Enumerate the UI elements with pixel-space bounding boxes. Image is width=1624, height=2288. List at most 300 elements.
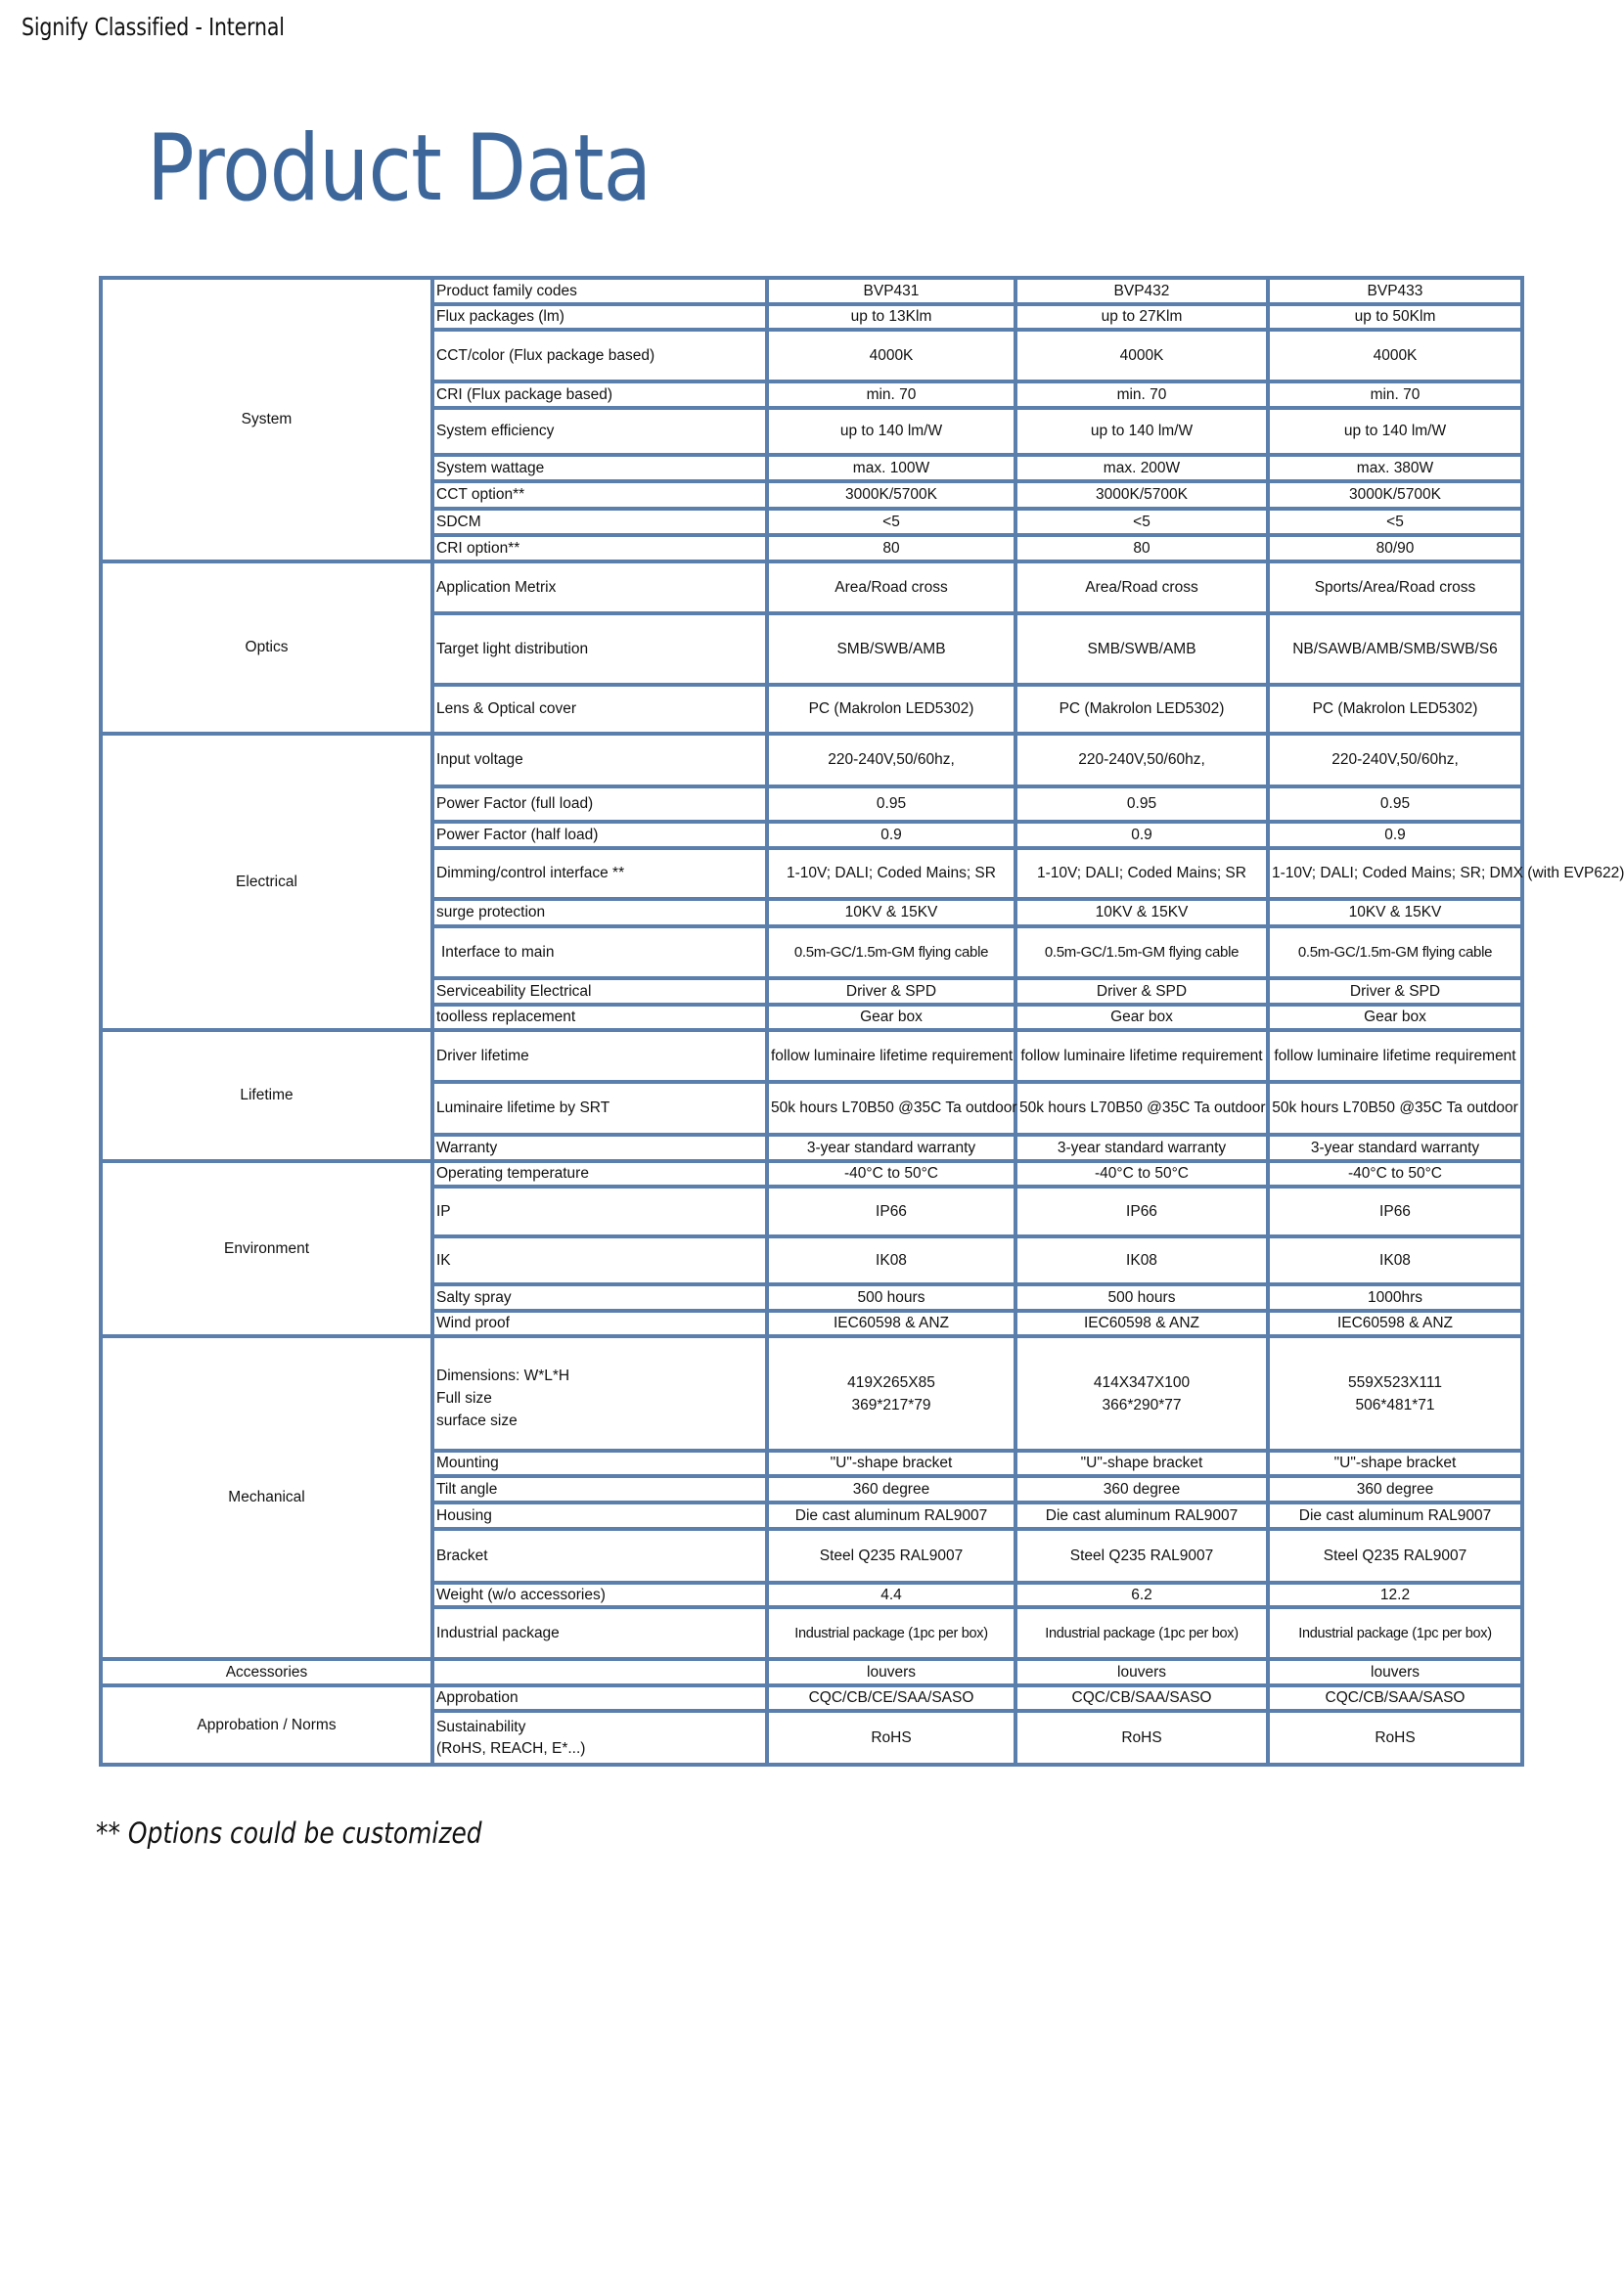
value-text: 3000K/5700K — [1349, 486, 1441, 503]
value-text: BVP432 — [1113, 282, 1170, 299]
value-cell-bvp433 — [1268, 1030, 1522, 1082]
category-cell — [101, 1336, 432, 1659]
parameter-label: IP — [436, 1202, 451, 1220]
value-text: RoHS — [1121, 1728, 1162, 1746]
classification-label: Signify Classified - Internal — [22, 13, 285, 41]
value-cell-bvp431 — [767, 455, 1015, 481]
value-cell-bvp433 — [1268, 786, 1522, 822]
value-text: 50k hours L70B50 @35C Ta outdoor — [771, 1099, 1017, 1116]
value-text: 1-10V; DALI; Coded Mains; SR — [787, 865, 996, 881]
value-cell-bvp432 — [1015, 734, 1268, 786]
value-cell-bvp432 — [1015, 408, 1268, 455]
value-cell-bvp432 — [1015, 278, 1268, 304]
value-text: louvers — [867, 1663, 916, 1681]
value-text: 3-year standard warranty — [806, 1139, 976, 1156]
value-cell-bvp433 — [1268, 509, 1522, 535]
value-cell-bvp431 — [767, 613, 1015, 685]
value-text: RoHS — [871, 1728, 912, 1746]
parameter-cell — [432, 899, 767, 926]
parameter-label: Dimming/control interface ** — [436, 865, 625, 881]
value-cell-bvp432 — [1015, 1336, 1268, 1451]
parameter-cell — [432, 1529, 767, 1583]
value-text: Driver & SPD — [845, 982, 937, 1000]
parameter-label: CCT/color (Flux package based) — [436, 346, 655, 364]
parameter-cell — [432, 1711, 767, 1765]
value-text: 4.4 — [880, 1586, 902, 1603]
parameter-label: Serviceability Electrical — [436, 982, 592, 1000]
value-cell-bvp432 — [1015, 455, 1268, 481]
parameter-cell — [432, 734, 767, 786]
value-cell-bvp433 — [1268, 734, 1522, 786]
value-cell-bvp431 — [767, 1311, 1015, 1336]
value-cell-bvp431 — [767, 1659, 1015, 1685]
value-text: 0.95 — [1126, 795, 1157, 812]
value-text: CQC/CB/SAA/SASO — [1325, 1689, 1466, 1706]
parameter-label: Mounting — [436, 1455, 499, 1471]
value-cell-bvp433 — [1268, 822, 1522, 848]
parameter-cell — [432, 1082, 767, 1135]
value-text: 50k hours L70B50 @35C Ta outdoor — [1019, 1099, 1266, 1116]
value-text: SMB/SWB/AMB — [1087, 640, 1196, 657]
value-cell-bvp431 — [767, 822, 1015, 848]
parameter-label: Power Factor (half load) — [436, 826, 599, 843]
value-cell-bvp433 — [1268, 1583, 1522, 1607]
parameter-label: Interface to main — [441, 943, 555, 961]
value-cell-bvp432 — [1015, 509, 1268, 535]
value-text: 0.95 — [1379, 795, 1411, 812]
value-cell-bvp431 — [767, 1082, 1015, 1135]
value-cell-bvp433 — [1268, 1503, 1522, 1529]
value-cell-bvp433 — [1268, 455, 1522, 481]
value-cell-bvp432 — [1015, 1607, 1268, 1659]
value-cell-bvp431 — [767, 1583, 1015, 1607]
parameter-label: Target light distribution — [436, 640, 589, 657]
value-cell-bvp432 — [1015, 1503, 1268, 1529]
value-cell-bvp433 — [1268, 330, 1522, 381]
table-row — [101, 734, 1522, 786]
value-text: Steel Q235 RAL9007 — [819, 1547, 964, 1564]
parameter-label: Warranty — [436, 1139, 498, 1156]
parameter-label: Flux packages (lm) — [436, 308, 564, 325]
parameter-cell — [432, 685, 767, 734]
value-cell-bvp433 — [1268, 1082, 1522, 1135]
value-cell-bvp433 — [1268, 408, 1522, 455]
parameter-cell — [432, 1135, 767, 1161]
value-cell-bvp432 — [1015, 1284, 1268, 1311]
parameter-cell — [432, 535, 767, 561]
value-text: 80/90 — [1376, 539, 1415, 557]
parameter-cell — [432, 1161, 767, 1187]
value-cell-bvp433 — [1268, 1451, 1522, 1476]
value-text: 6.2 — [1131, 1586, 1152, 1603]
parameter-label: Application Metrix — [436, 578, 557, 596]
value-text: follow luminaire lifetime requirement — [1020, 1047, 1263, 1064]
parameter-cell — [432, 1659, 767, 1685]
value-text: 3000K/5700K — [845, 486, 937, 503]
value-cell-bvp433 — [1268, 1336, 1522, 1451]
parameter-label: System wattage — [436, 459, 545, 476]
parameter-cell — [432, 561, 767, 613]
table-row — [101, 1161, 1522, 1187]
value-cell-bvp433 — [1268, 535, 1522, 561]
parameter-label-line: Sustainability — [436, 1718, 526, 1735]
value-text: louvers — [1371, 1663, 1420, 1681]
parameter-cell — [432, 1336, 767, 1451]
category-cell — [101, 1659, 432, 1685]
value-text: Steel Q235 RAL9007 — [1069, 1547, 1214, 1564]
value-cell-bvp432 — [1015, 535, 1268, 561]
value-cell-bvp433 — [1268, 1529, 1522, 1583]
value-line: 366*290*77 — [1102, 1396, 1182, 1413]
value-text: min. 70 — [1116, 385, 1167, 403]
parameter-cell — [432, 455, 767, 481]
value-text: Industrial package (1pc per box) — [1045, 1625, 1239, 1641]
value-cell-bvp433 — [1268, 1284, 1522, 1311]
parameter-label: Tilt angle — [436, 1480, 498, 1498]
value-cell-bvp431 — [767, 1187, 1015, 1236]
value-text: 80 — [882, 539, 900, 557]
value-text: 4000K — [869, 346, 914, 364]
parameter-label: Bracket — [436, 1547, 488, 1564]
value-cell-bvp433 — [1268, 481, 1522, 509]
value-text: 4000K — [1119, 346, 1164, 364]
value-cell-bvp431 — [767, 561, 1015, 613]
value-line: 419X265X85 — [847, 1373, 935, 1391]
parameter-label: Input voltage — [436, 751, 523, 768]
value-text: IEC60598 & ANZ — [833, 1315, 950, 1331]
parameter-label: Lens & Optical cover — [436, 700, 577, 717]
value-text: BVP433 — [1367, 282, 1423, 299]
value-cell-bvp431 — [767, 1529, 1015, 1583]
table-row — [101, 1336, 1522, 1451]
value-text: max. 100W — [852, 459, 930, 476]
value-text: -40°C to 50°C — [844, 1165, 938, 1182]
value-text: Area/Road cross — [835, 578, 948, 596]
value-line: 559X523X111 — [1348, 1373, 1442, 1391]
parameter-label-line: (RoHS, REACH, E*...) — [436, 1739, 586, 1757]
value-cell-bvp433 — [1268, 1607, 1522, 1659]
value-cell-bvp432 — [1015, 1236, 1268, 1284]
value-cell-bvp431 — [767, 1607, 1015, 1659]
value-text: 220-240V,50/60hz, — [1078, 751, 1205, 768]
value-text: 3-year standard warranty — [1310, 1139, 1480, 1156]
value-cell-bvp432 — [1015, 1311, 1268, 1336]
parameter-cell — [432, 1236, 767, 1284]
parameter-label: Operating temperature — [436, 1165, 589, 1182]
value-cell-bvp432 — [1015, 1082, 1268, 1135]
parameter-label: CRI option** — [436, 539, 520, 557]
value-cell-bvp432 — [1015, 330, 1268, 381]
value-cell-bvp432 — [1015, 304, 1268, 330]
category-label: Approbation / Norms — [197, 1716, 337, 1733]
parameter-label: Weight (w/o accessories) — [436, 1586, 606, 1603]
value-line: 414X347X100 — [1093, 1373, 1191, 1391]
value-cell-bvp433 — [1268, 613, 1522, 685]
parameter-cell — [432, 381, 767, 408]
parameter-cell — [432, 1583, 767, 1607]
value-cell-bvp431 — [767, 1685, 1015, 1711]
value-text: <5 — [1386, 513, 1404, 530]
value-cell-bvp432 — [1015, 685, 1268, 734]
value-text: PC (Makrolon LED5302) — [1059, 700, 1225, 717]
value-cell-bvp433 — [1268, 1476, 1522, 1503]
value-cell-bvp432 — [1015, 848, 1268, 899]
value-cell-bvp431 — [767, 1161, 1015, 1187]
value-cell-bvp431 — [767, 786, 1015, 822]
parameter-cell — [432, 509, 767, 535]
value-text: 0.5m-GC/1.5m-GM flying cable — [1044, 943, 1240, 961]
value-cell-bvp433 — [1268, 978, 1522, 1005]
value-cell-bvp431 — [767, 1503, 1015, 1529]
value-cell-bvp432 — [1015, 1685, 1268, 1711]
value-text: follow luminaire lifetime requirement — [1274, 1047, 1516, 1064]
value-cell-bvp433 — [1268, 899, 1522, 926]
category-label: Optics — [245, 639, 289, 655]
value-cell-bvp433 — [1268, 381, 1522, 408]
parameter-cell — [432, 481, 767, 509]
value-cell-bvp431 — [767, 304, 1015, 330]
value-cell-bvp432 — [1015, 1030, 1268, 1082]
value-cell-bvp431 — [767, 1030, 1015, 1082]
parameter-label: Salty spray — [436, 1288, 512, 1306]
footnote: ** Options could be customized — [96, 1817, 482, 1850]
parameter-label: Approbation — [436, 1689, 519, 1706]
value-cell-bvp431 — [767, 1451, 1015, 1476]
value-text: IP66 — [1379, 1202, 1411, 1220]
category-cell — [101, 1161, 432, 1336]
value-cell-bvp432 — [1015, 561, 1268, 613]
value-text: Gear box — [860, 1009, 923, 1025]
parameter-label: toolless replacement — [436, 1009, 576, 1025]
value-text: 0.95 — [876, 795, 907, 812]
value-text: Driver & SPD — [1096, 982, 1188, 1000]
value-cell-bvp431 — [767, 1236, 1015, 1284]
value-text: Gear box — [1364, 1009, 1426, 1025]
value-cell-bvp433 — [1268, 1711, 1522, 1765]
value-text: SMB/SWB/AMB — [836, 640, 946, 657]
value-text: 0.5m-GC/1.5m-GM flying cable — [793, 943, 989, 961]
parameter-cell — [432, 613, 767, 685]
value-text: 220-240V,50/60hz, — [828, 751, 955, 768]
value-text: 360 degree — [1356, 1480, 1434, 1498]
value-cell-bvp431 — [767, 848, 1015, 899]
category-label: Mechanical — [228, 1489, 305, 1505]
parameter-label: Housing — [436, 1506, 492, 1524]
parameter-cell — [432, 848, 767, 899]
value-cell-bvp432 — [1015, 1451, 1268, 1476]
value-cell-bvp433 — [1268, 685, 1522, 734]
value-text: 10KV & 15KV — [1095, 904, 1189, 920]
value-cell-bvp432 — [1015, 822, 1268, 848]
parameter-label-line: surface size — [436, 1413, 518, 1429]
value-text: 500 hours — [1107, 1288, 1176, 1306]
parameter-label: surge protection — [436, 904, 546, 920]
value-cell-bvp431 — [767, 1476, 1015, 1503]
parameter-cell — [432, 822, 767, 848]
category-label: Accessories — [225, 1663, 308, 1681]
value-cell-bvp433 — [1268, 1311, 1522, 1336]
value-cell-bvp431 — [767, 1336, 1015, 1451]
value-text: Steel Q235 RAL9007 — [1323, 1547, 1467, 1564]
value-cell-bvp431 — [767, 926, 1015, 978]
parameter-cell — [432, 1607, 767, 1659]
value-text: 4000K — [1373, 346, 1418, 364]
value-cell-bvp433 — [1268, 561, 1522, 613]
parameter-label: CRI (Flux package based) — [436, 385, 613, 403]
value-cell-bvp432 — [1015, 1711, 1268, 1765]
parameter-cell — [432, 1685, 767, 1711]
parameter-label: Power Factor (full load) — [436, 795, 594, 812]
value-text: 500 hours — [857, 1288, 925, 1306]
value-line: 506*481*71 — [1355, 1396, 1435, 1413]
value-text: 1-10V; DALI; Coded Mains; SR — [1037, 865, 1246, 881]
value-text: PC (Makrolon LED5302) — [1312, 700, 1478, 717]
value-text: up to 50Klm — [1354, 308, 1436, 325]
category-cell — [101, 1030, 432, 1161]
value-cell-bvp433 — [1268, 1161, 1522, 1187]
value-text: 10KV & 15KV — [844, 904, 938, 920]
parameter-label: SDCM — [436, 513, 481, 530]
parameter-cell — [432, 926, 767, 978]
value-text: IK08 — [1379, 1251, 1411, 1269]
parameter-cell — [432, 1476, 767, 1503]
value-text: 1000hrs — [1367, 1288, 1422, 1306]
parameter-cell — [432, 330, 767, 381]
value-cell-bvp433 — [1268, 1135, 1522, 1161]
value-cell-bvp431 — [767, 734, 1015, 786]
value-line: 369*217*79 — [851, 1396, 931, 1413]
value-text: "U"-shape bracket — [830, 1455, 953, 1471]
value-cell-bvp431 — [767, 509, 1015, 535]
parameter-label: IK — [436, 1251, 451, 1269]
value-cell-bvp432 — [1015, 978, 1268, 1005]
value-text: "U"-shape bracket — [1333, 1455, 1457, 1471]
value-text: Industrial package (1pc per box) — [794, 1625, 988, 1641]
parameter-label-line: Dimensions: W*L*H — [436, 1368, 570, 1384]
value-text: Die cast aluminum RAL9007 — [1298, 1506, 1492, 1524]
parameter-cell — [432, 1030, 767, 1082]
table-row — [101, 278, 1522, 304]
value-cell-bvp432 — [1015, 1161, 1268, 1187]
page-title: Product Data — [147, 115, 652, 222]
parameter-cell — [432, 1284, 767, 1311]
value-cell-bvp432 — [1015, 381, 1268, 408]
value-cell-bvp431 — [767, 1284, 1015, 1311]
parameter-cell — [432, 278, 767, 304]
value-cell-bvp431 — [767, 899, 1015, 926]
parameter-cell — [432, 786, 767, 822]
value-text: louvers — [1117, 1663, 1166, 1681]
value-cell-bvp433 — [1268, 278, 1522, 304]
value-cell-bvp431 — [767, 381, 1015, 408]
value-text: -40°C to 50°C — [1348, 1165, 1442, 1182]
value-cell-bvp431 — [767, 685, 1015, 734]
value-text: Sports/Area/Road cross — [1314, 578, 1476, 596]
value-text: up to 13Klm — [850, 308, 932, 325]
value-cell-bvp432 — [1015, 1529, 1268, 1583]
value-cell-bvp433 — [1268, 1685, 1522, 1711]
value-cell-bvp431 — [767, 481, 1015, 509]
category-label: Lifetime — [240, 1087, 293, 1103]
value-text: max. 200W — [1103, 459, 1181, 476]
category-cell — [101, 734, 432, 1030]
value-cell-bvp432 — [1015, 481, 1268, 509]
value-text: 3000K/5700K — [1096, 486, 1188, 503]
value-text: 0.9 — [1384, 826, 1406, 843]
value-text: follow luminaire lifetime requirement — [771, 1047, 1014, 1064]
value-text: PC (Makrolon LED5302) — [808, 700, 974, 717]
value-text: 3-year standard warranty — [1057, 1139, 1227, 1156]
value-cell-bvp431 — [767, 1711, 1015, 1765]
parameter-cell — [432, 1503, 767, 1529]
value-text: RoHS — [1375, 1728, 1416, 1746]
value-text: Die cast aluminum RAL9007 — [794, 1506, 988, 1524]
value-text: -40°C to 50°C — [1095, 1165, 1189, 1182]
parameter-label: Product family codes — [436, 282, 577, 299]
value-text: <5 — [882, 513, 900, 530]
parameter-label: Driver lifetime — [436, 1047, 529, 1064]
parameter-label: CCT option** — [436, 486, 525, 503]
value-text: 1-10V; DALI; Coded Mains; SR; DMX (with EVP622) — [1272, 865, 1624, 881]
value-cell-bvp433 — [1268, 926, 1522, 978]
value-cell-bvp432 — [1015, 613, 1268, 685]
value-text: "U"-shape bracket — [1080, 1455, 1203, 1471]
value-cell-bvp431 — [767, 330, 1015, 381]
parameter-cell — [432, 978, 767, 1005]
parameter-cell — [432, 304, 767, 330]
parameter-label: Industrial package — [436, 1624, 560, 1641]
value-text: 0.9 — [880, 826, 902, 843]
parameter-label: Luminaire lifetime by SRT — [436, 1099, 610, 1116]
product-data-table — [99, 276, 1624, 1767]
value-cell-bvp431 — [767, 978, 1015, 1005]
value-text: <5 — [1133, 513, 1150, 530]
value-text: 50k hours L70B50 @35C Ta outdoor — [1272, 1099, 1518, 1116]
parameter-label: System efficiency — [436, 423, 555, 439]
value-cell-bvp431 — [767, 408, 1015, 455]
value-text: CQC/CB/SAA/SASO — [1071, 1689, 1212, 1706]
value-text: 0.5m-GC/1.5m-GM flying cable — [1297, 943, 1493, 961]
value-text: up to 140 lm/W — [839, 423, 943, 439]
value-cell-bvp431 — [767, 1135, 1015, 1161]
value-text: NB/SAWB/AMB/SMB/SWB/S6 — [1292, 640, 1498, 657]
value-cell-bvp433 — [1268, 1236, 1522, 1284]
value-text: up to 27Klm — [1101, 308, 1183, 325]
table-row — [101, 561, 1522, 613]
value-cell-bvp432 — [1015, 1659, 1268, 1685]
value-text: Area/Road cross — [1085, 578, 1198, 596]
value-cell-bvp431 — [767, 1005, 1015, 1030]
value-text: 220-240V,50/60hz, — [1331, 751, 1459, 768]
value-text: 80 — [1133, 539, 1150, 557]
value-cell-bvp432 — [1015, 1005, 1268, 1030]
value-cell-bvp432 — [1015, 926, 1268, 978]
value-cell-bvp432 — [1015, 1476, 1268, 1503]
parameter-cell — [432, 1451, 767, 1476]
value-text: min. 70 — [866, 385, 917, 403]
value-text: 360 degree — [852, 1480, 930, 1498]
value-cell-bvp432 — [1015, 1583, 1268, 1607]
parameter-cell — [432, 1187, 767, 1236]
value-text: IK08 — [1126, 1251, 1157, 1269]
value-text: Die cast aluminum RAL9007 — [1045, 1506, 1239, 1524]
value-text: IEC60598 & ANZ — [1083, 1315, 1200, 1331]
value-text: IK08 — [876, 1251, 907, 1269]
parameter-label: Wind proof — [436, 1315, 510, 1331]
parameter-cell — [432, 408, 767, 455]
value-cell-bvp431 — [767, 278, 1015, 304]
value-text: max. 380W — [1356, 459, 1434, 476]
